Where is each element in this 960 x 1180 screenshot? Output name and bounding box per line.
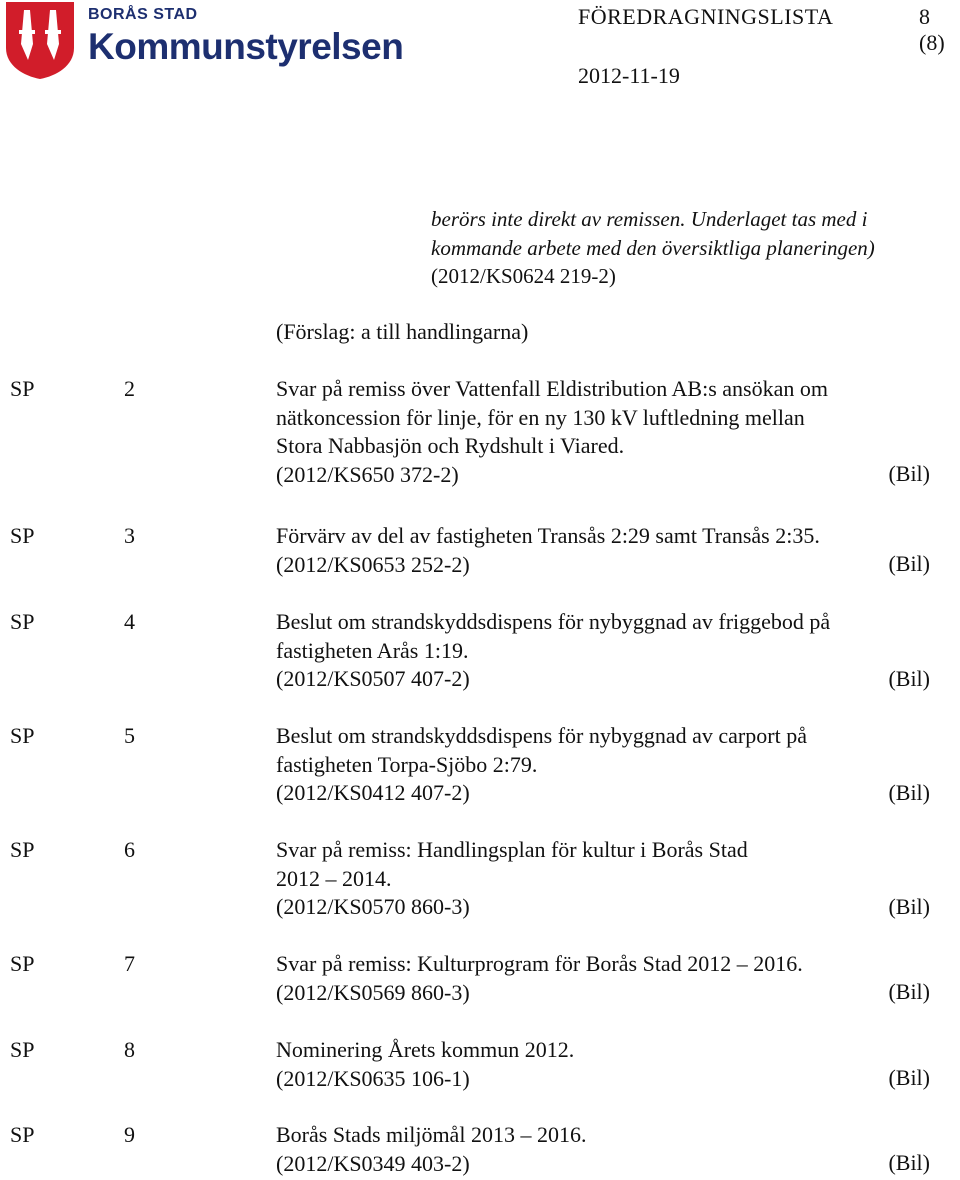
item-reference: (2012/KS0507 407-2) [276, 666, 470, 691]
item-text-line: 2012 – 2014. [276, 865, 392, 891]
item-text-line: Svar på remiss: Handlingsplan för kultur i Borås Stad [276, 837, 748, 862]
boras-coat-of-arms-icon [4, 0, 76, 80]
item-reference: (2012/KS650 372-2) [276, 461, 459, 487]
item-number: 5 [124, 723, 135, 748]
item-reference: (2012/KS0635 106-1) [276, 1065, 470, 1091]
attachment-label: (Bil) [888, 780, 930, 805]
item-text [276, 722, 807, 808]
item-text-line: nätkoncession för linje, för en ny 130 kV luftledning mellan [276, 404, 805, 430]
document-date: 2012-11-19 [578, 63, 680, 88]
continuation-line: berörs inte direkt av remissen. Underlaget tas med i [431, 207, 868, 231]
item-text [276, 608, 830, 694]
page-number: 8 (8) [919, 4, 945, 55]
item-text-line: Stora Nabbasjön och Rydshult i Viared. [276, 433, 625, 458]
continuation-line: kommande arbete med den översiktliga planeringen) [431, 235, 875, 260]
item-prefix: SP [10, 609, 35, 634]
item-text [276, 522, 820, 579]
item-reference: (2012/KS0653 252-2) [276, 551, 470, 577]
item-text [276, 1036, 574, 1093]
attachment-label: (Bil) [888, 666, 930, 691]
item-number: 7 [124, 951, 135, 976]
attachment-label: (Bil) [888, 979, 930, 1004]
attachment-label: (Bil) [888, 461, 930, 486]
item-prefix: SP [10, 376, 35, 401]
item-text-line: Svar på remiss över Vattenfall Eldistribution AB:s ansökan om [276, 376, 828, 401]
item-text-line: Beslut om strandskyddsdispens för nybyggnad av carport på [276, 723, 807, 748]
item-text-line: Borås Stads miljömål 2013 – 2016. [276, 1122, 587, 1147]
item-prefix: SP [10, 523, 35, 548]
item-reference: (2012/KS0412 407-2) [276, 780, 470, 805]
continuation-block [431, 205, 875, 291]
item-text-line: fastigheten Arås 1:19. [276, 637, 469, 663]
item-text-line: Förvärv av del av fastigheten Transås 2:29 samt Transås 2:35. [276, 523, 820, 548]
item-text-line: Beslut om strandskyddsdispens för nybyggnad av friggebod på [276, 609, 831, 634]
item-number: 6 [124, 837, 135, 862]
attachment-label: (Bil) [888, 894, 930, 919]
item-prefix: SP [10, 1122, 35, 1147]
item-reference: (2012/KS0349 403-2) [276, 1150, 470, 1176]
item-text [276, 950, 803, 1007]
item-number: 8 [124, 1037, 135, 1062]
item-text [276, 1121, 586, 1178]
continuation-ref: (2012/KS0624 219-2) [431, 264, 616, 288]
document-type: FÖREDRAGNINGSLISTA [578, 4, 834, 29]
item-prefix: SP [10, 723, 35, 748]
item-number: 4 [124, 609, 135, 634]
attachment-label: (Bil) [888, 1150, 930, 1175]
item-reference: (2012/KS0569 860-3) [276, 979, 470, 1005]
department-name: Kommunstyrelsen [88, 26, 404, 67]
item-text [276, 375, 828, 489]
item-prefix: SP [10, 1037, 35, 1062]
item-number: 3 [124, 523, 135, 548]
item-text-line: fastigheten Torpa-Sjöbo 2:79. [276, 751, 538, 777]
attachment-label: (Bil) [888, 551, 930, 576]
city-name: BORÅS STAD [88, 6, 198, 23]
item-text [276, 836, 748, 922]
item-prefix: SP [10, 837, 35, 862]
item-text-line: Nominering Årets kommun 2012. [276, 1037, 575, 1062]
item-number: 9 [124, 1122, 135, 1147]
attachment-label: (Bil) [888, 1065, 930, 1090]
item-number: 2 [124, 376, 135, 401]
proposal-text: (Förslag: a till handlingarna) [276, 319, 529, 344]
item-prefix: SP [10, 951, 35, 976]
item-text-line: Svar på remiss: Kulturprogram för Borås Stad 2012 – 2016. [276, 951, 803, 976]
item-reference: (2012/KS0570 860-3) [276, 894, 470, 919]
